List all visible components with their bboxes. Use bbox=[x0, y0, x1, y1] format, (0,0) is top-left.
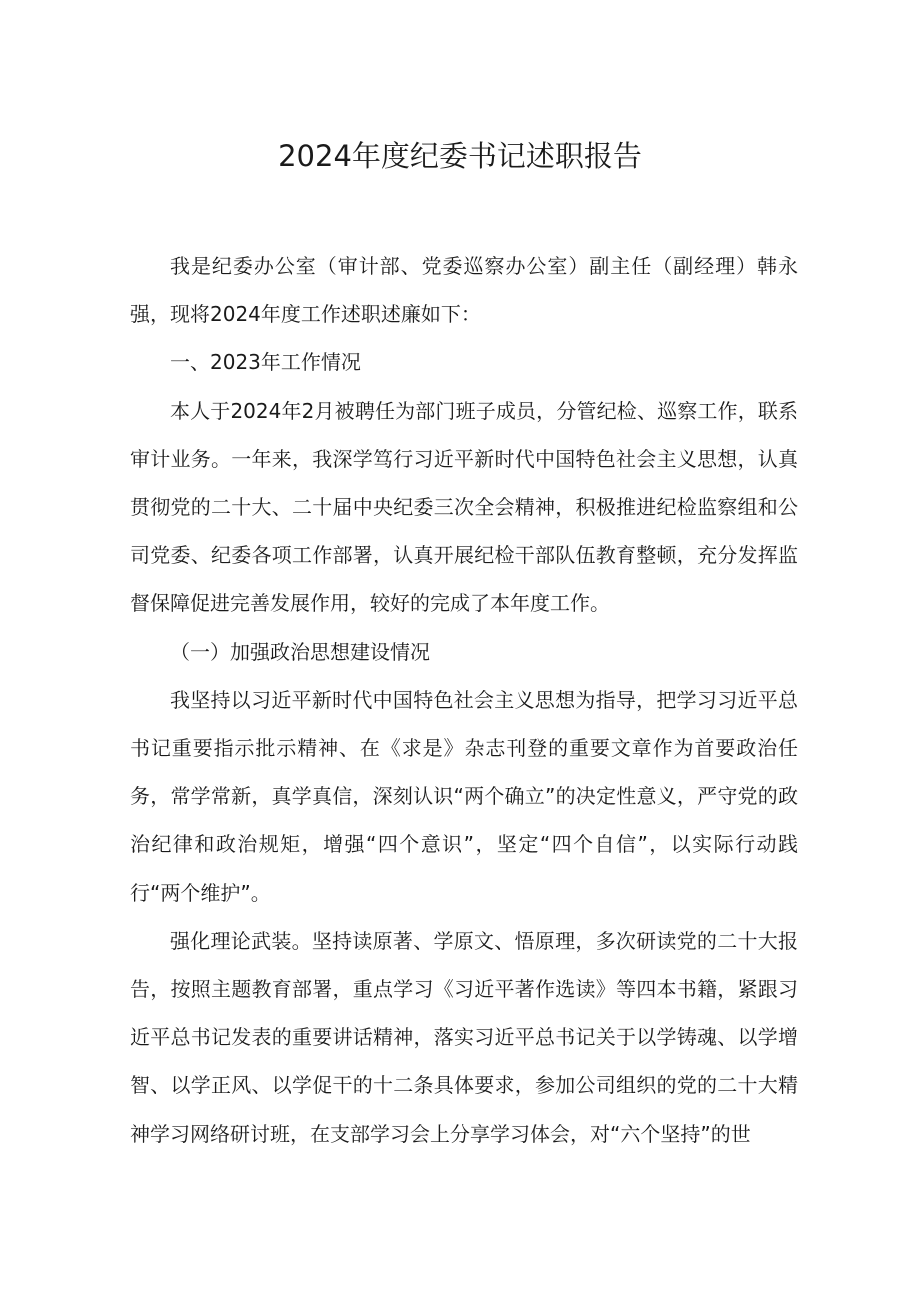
paragraph-work-overview: 本人于2024年2月被聘任为部门班子成员，分管纪检、巡察工作，联系审计业务。一年来，我深学笃行习近平新时代中国特色社会主义思想，认真贯彻党的二十大、二十届中央纪委三次全会精神，积极推进纪检监察组和公司党委、纪委各项工作部署，认真开展纪检干部队伍教育整顿，充分发挥监督保障促进完善发展作用，较好的完成了本年度工作。 bbox=[130, 398, 798, 616]
paragraph-theory-study: 强化理论武装。坚持读原著、学原文、悟原理，多次研读党的二十大报告，按照主题教育部署，重点学习《习近平著作选读》等四本书籍，紧跟习近平总书记发表的重要讲话精神，落实习近平总书记关于以学铸魂、以学增智、以学正风、以学促干的十二条具体要求，参加公司组织的党的二十大精神学习网络研讨班，在支部学习会上分享学习体会，对“六个坚持”的世 bbox=[130, 928, 798, 1146]
paragraph-intro: 我是纪委办公室（审计部、党委巡察办公室）副主任（副经理）韩永强，现将2024年度工作述职述廉如下： bbox=[130, 254, 798, 327]
document-body bbox=[130, 242, 798, 1158]
document-title: 2024年度纪委书记述职报告 bbox=[278, 139, 642, 173]
paragraph-political-building: 我坚持以习近平新时代中国特色社会主义思想为指导，把学习习近平总书记重要指示批示精神、在《求是》杂志刊登的重要文章作为首要政治任务，常学常新，真学真信，深刻认识“两个确立”的决定性意义，严守党的政治纪律和政治规矩，增强“四个意识”，坚定“四个自信”，以实际行动践行“两个维护”。 bbox=[130, 687, 798, 905]
section-heading-1: 一、2023年工作情况 bbox=[170, 350, 361, 375]
subsection-heading-1: （一）加强政治思想建设情况 bbox=[170, 639, 430, 664]
